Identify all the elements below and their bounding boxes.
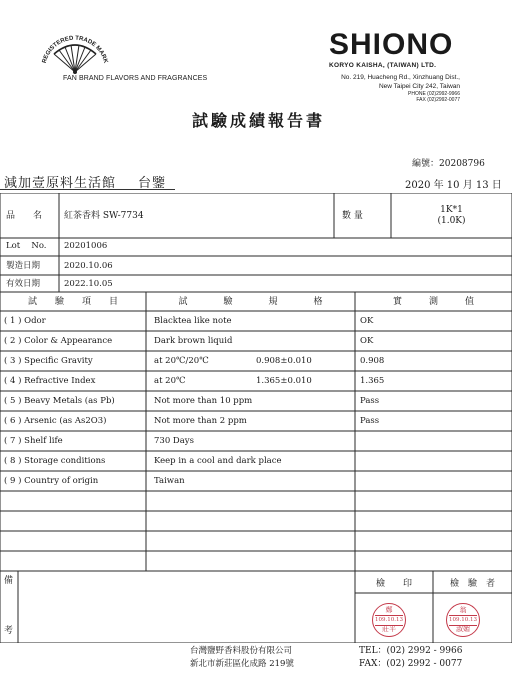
- exp-date: 2022.10.05: [64, 279, 113, 289]
- remarks-label-bottom: 考: [4, 626, 14, 636]
- test-spec: Not more than 10 ppm: [154, 396, 253, 406]
- test-spec: 730 Days: [154, 436, 194, 446]
- inspection-seal-label: 檢 印: [375, 579, 412, 589]
- stamp-given-name: 莊平: [382, 625, 396, 633]
- brand-logo: SHIONO: [329, 28, 454, 61]
- test-item: ( 8 ) Storage conditions: [4, 456, 106, 466]
- quantity-weight: (1.0K): [437, 216, 466, 226]
- measured-value: Pass: [360, 416, 380, 426]
- measured-value: OK: [360, 316, 374, 326]
- header-measured-value: 實 測 值: [392, 297, 474, 307]
- stamp-date: 109.10.13: [449, 615, 477, 626]
- product-name-label: 品 名: [6, 211, 43, 221]
- company-name: 台灣鹽野香料股份有限公司: [190, 646, 293, 656]
- fan-brand-caption: FAN BRAND FLAVORS AND FRAGRANCES: [63, 75, 208, 82]
- test-spec: Keep in a cool and dark place: [154, 456, 282, 466]
- customer-name-text: 減加壹原料生活館: [4, 176, 117, 191]
- report-number-value: 20208796: [439, 159, 485, 169]
- stamp-given-name: 淑媚: [456, 625, 470, 633]
- inspection-stamp: [372, 603, 406, 637]
- customer-suffix: 台鑒: [138, 176, 167, 191]
- address-line-1: No. 219, Huacheng Rd., Xinzhuang Dist.,: [341, 74, 460, 81]
- stamp-date: 109.10.13: [375, 615, 403, 626]
- test-item: ( 9 ) Country of origin: [4, 476, 99, 486]
- lot-label: Lot No.: [6, 241, 47, 251]
- lot-number: 20201006: [64, 241, 108, 251]
- test-item: ( 3 ) Specific Gravity: [4, 356, 93, 366]
- report-number: [412, 156, 485, 169]
- test-item: ( 1 ) Odor: [4, 316, 46, 326]
- document-title: 試驗成績報告書: [191, 111, 325, 130]
- report-date: 2020 年 10 月 13 日: [405, 180, 502, 191]
- measured-value: Pass: [360, 396, 380, 406]
- test-spec: at 20℃: [154, 376, 186, 386]
- footer-company: [190, 645, 294, 671]
- test-item: ( 4 ) Refractive Index: [4, 376, 96, 386]
- test-spec-tolerance: 1.365±0.010: [256, 376, 312, 386]
- footer-tel: TEL：(02) 2992 - 9966: [359, 646, 463, 656]
- svg-text:REGISTERED TRADE MARK: [42, 36, 109, 65]
- measured-value: OK: [360, 336, 374, 346]
- fan-logo-icon: [40, 30, 110, 76]
- brand-subtitle: KORYO KAISHA, (TAIWAN) LTD.: [329, 62, 437, 69]
- test-spec: Blacktea like note: [154, 316, 232, 326]
- stamp-surname: 鄭: [385, 606, 393, 614]
- exp-date-label: 有效日期: [6, 279, 41, 289]
- address-fax: FAX (02)2992-0077: [416, 97, 460, 103]
- quantity-value: 1K*1: [440, 205, 463, 215]
- header-test-spec: 試 驗 規 格: [178, 297, 323, 307]
- mfg-date: 2020.10.06: [64, 261, 113, 271]
- footer-contact: [359, 645, 462, 671]
- test-spec-tolerance: 0.908±0.010: [256, 356, 312, 366]
- trademark-arc-text: REGISTERED TRADE MARK: [41, 35, 109, 64]
- test-spec: Not more than 2 ppm: [154, 416, 247, 426]
- measured-value: 1.365: [360, 376, 385, 386]
- test-spec: Taiwan: [154, 476, 185, 486]
- address-phone: PHONE (02)2992-9966: [408, 91, 460, 97]
- test-spec: at 20℃/20℃: [154, 356, 209, 366]
- test-item: ( 7 ) Shelf life: [4, 436, 63, 446]
- customer-underline: [0, 189, 175, 190]
- test-spec: Dark brown liquid: [154, 336, 233, 346]
- footer-fax: FAX：(02) 2992 - 0077: [359, 659, 463, 669]
- inspector-stamp: [446, 603, 480, 637]
- header-test-item: 試 驗 項 目: [27, 297, 118, 307]
- measured-value: 0.908: [360, 356, 385, 366]
- product-name: 紅茶香料 SW-7734: [64, 211, 144, 221]
- test-item: ( 5 ) Beavy Metals (as Pb): [4, 396, 115, 406]
- report-number-label: 編號：: [412, 159, 440, 169]
- mfg-date-label: 製造日期: [6, 261, 41, 271]
- address-line-2: New Taipei City 242, Taiwan: [378, 83, 460, 90]
- test-item: ( 2 ) Color & Appearance: [4, 336, 113, 346]
- test-item: ( 6 ) Arsenic (as As2O3): [4, 416, 107, 426]
- company-address: 新北市新莊區化成路 219號: [190, 659, 294, 669]
- remarks-label-top: 備: [4, 576, 14, 586]
- stamp-surname: 翁: [459, 606, 467, 614]
- inspector-label: 檢 驗 者: [449, 579, 495, 589]
- quantity-label: 數 量: [342, 211, 363, 221]
